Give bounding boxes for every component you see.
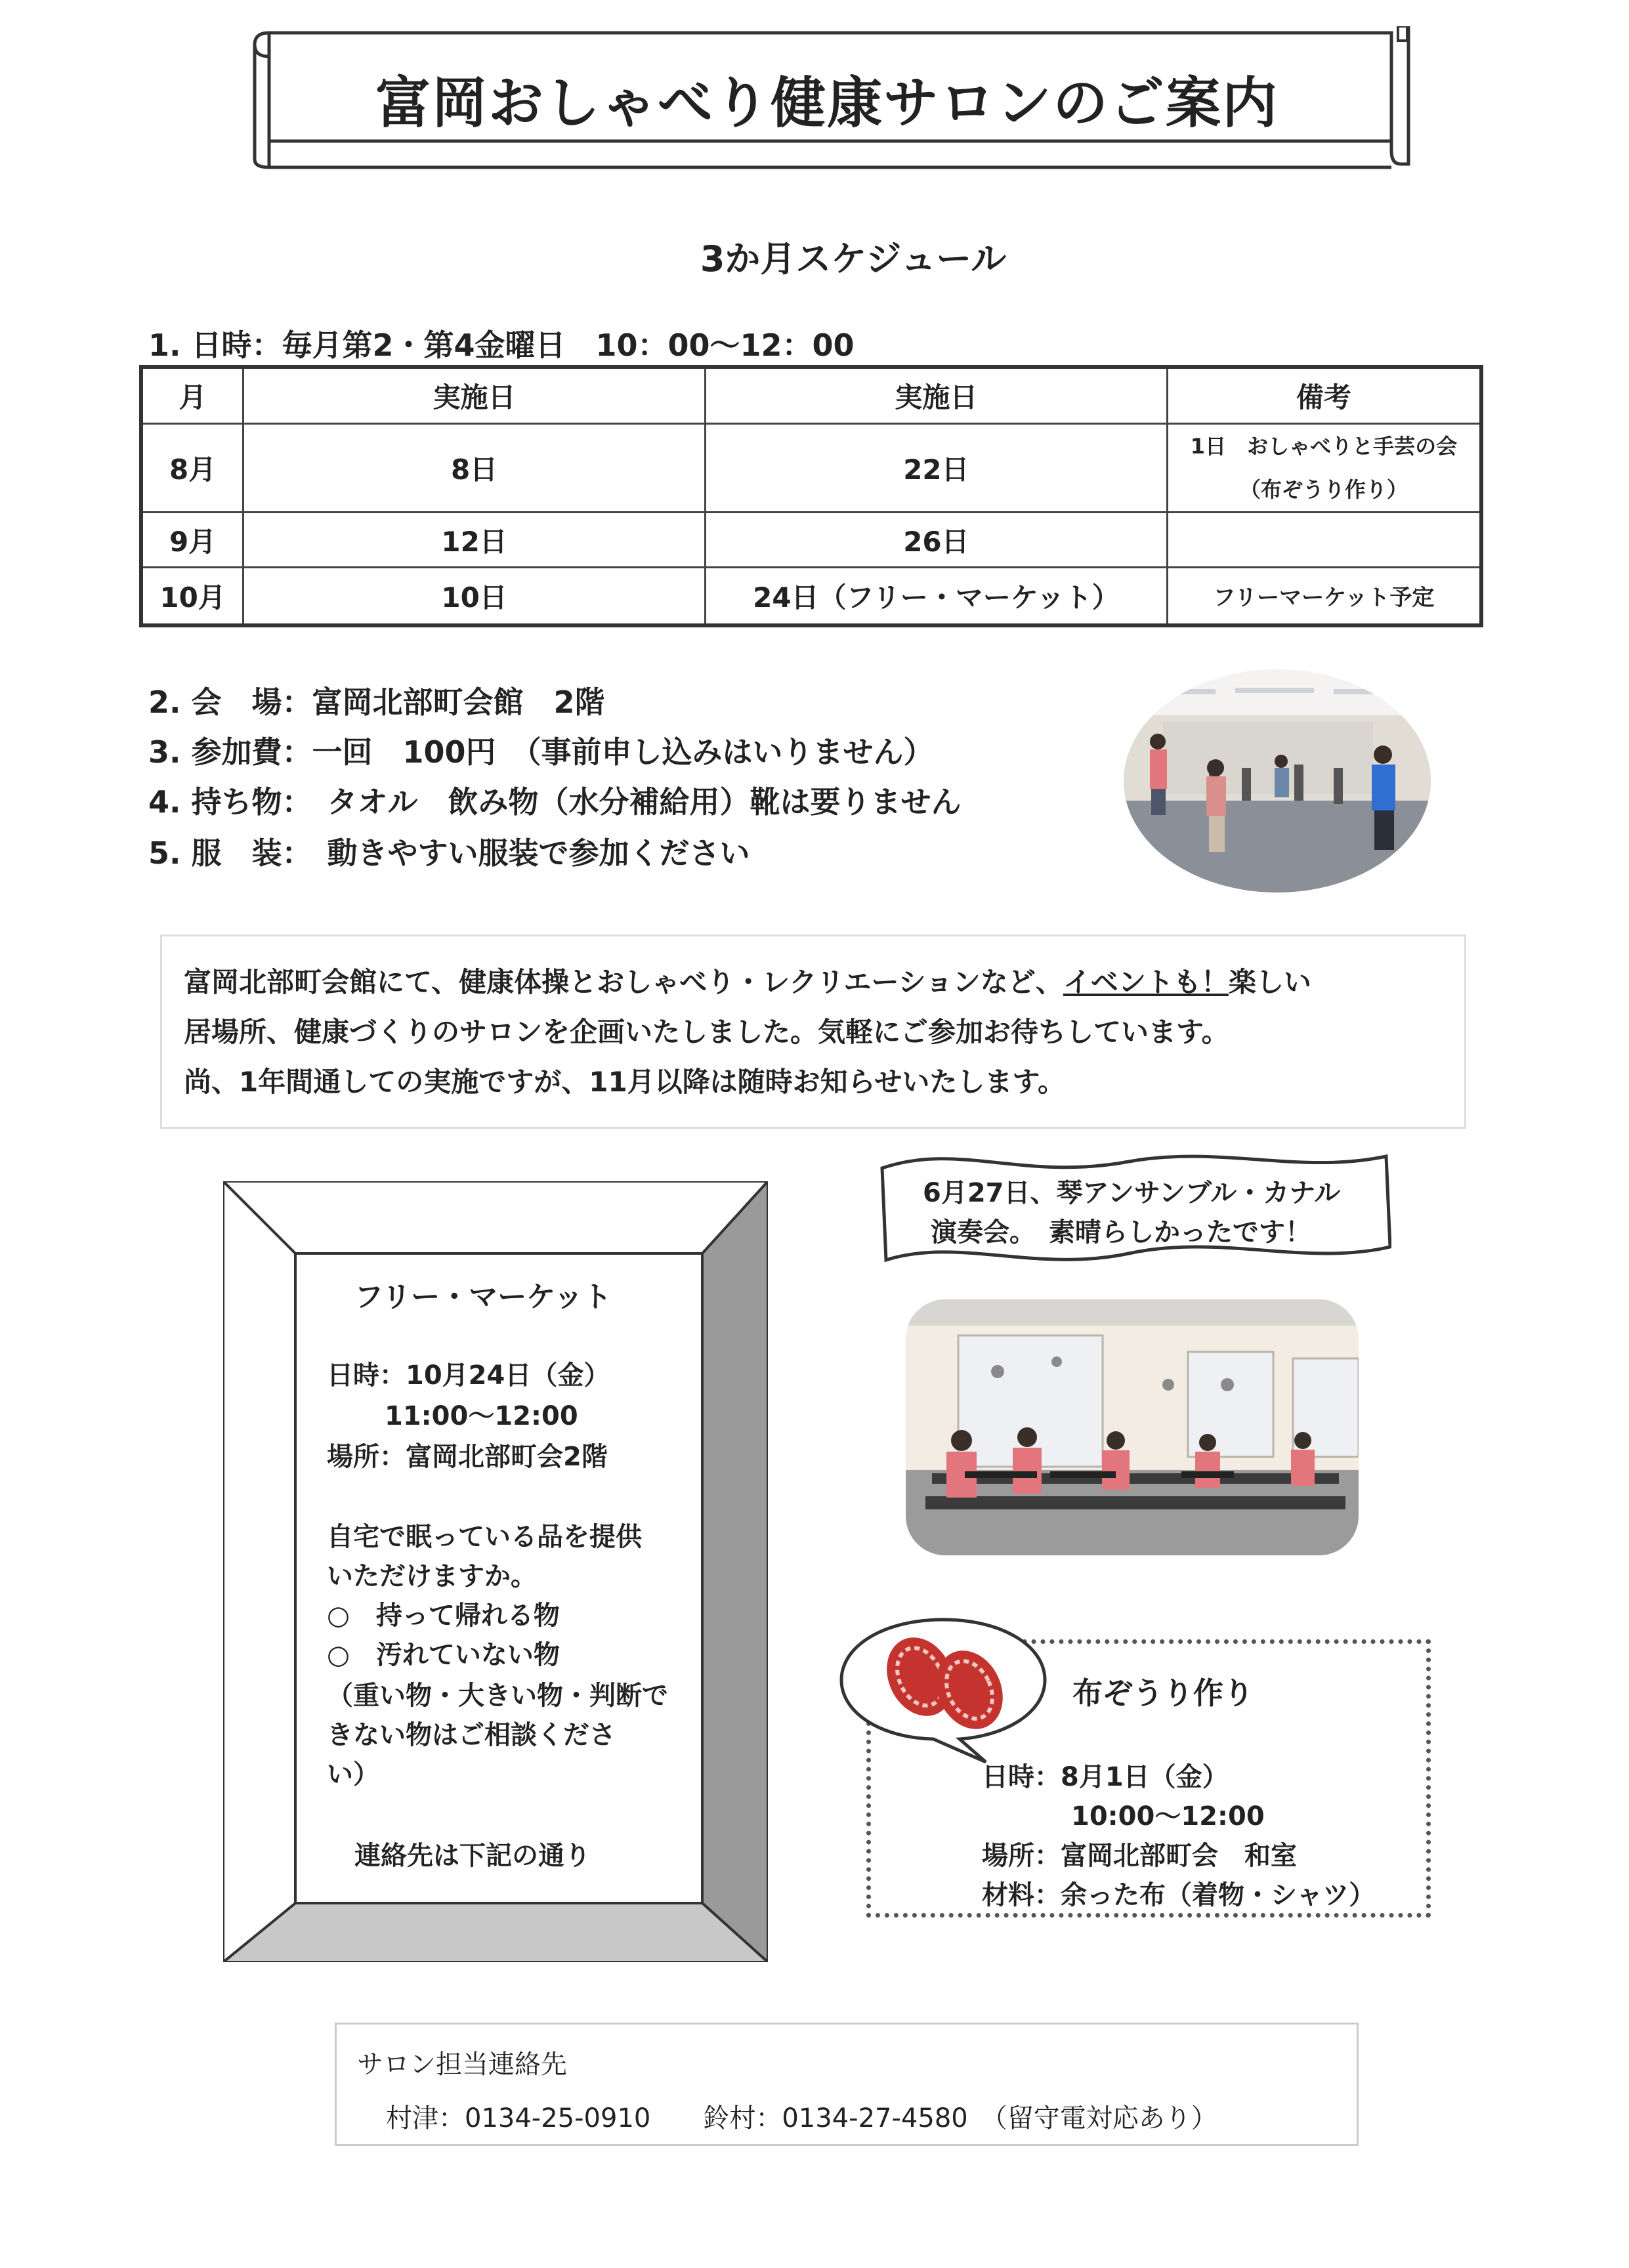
cell-note: フリーマーケット予定: [1167, 568, 1481, 625]
banner-line-1: 6月27日、琴アンサンブル・カナル: [923, 1178, 1341, 1208]
contact-phones: 村津：0134-25-0910 鈴村：0134-27-4580 （留守電対応あり）: [386, 2103, 1217, 2133]
flea-ask-1: 自宅で眠っている品を提供: [327, 1522, 642, 1552]
item-belongings: 4. 持ち物： タオル 飲み物（水分補給用）靴は要りません: [148, 784, 962, 820]
contact-heading: サロン担当連絡先: [357, 2049, 567, 2080]
cell-date1: 8日: [243, 424, 706, 513]
cell-date2: 22日: [705, 424, 1167, 513]
flea-note-1: （重い物・大きい物・判断で: [327, 1681, 668, 1711]
flea-date: 日時：10月24日（金）: [327, 1360, 610, 1391]
flea-note-3: い）: [327, 1759, 379, 1790]
exercise-class-photo: [1124, 669, 1431, 892]
schedule-table: [139, 365, 1483, 627]
cell-date2: 26日: [705, 513, 1167, 568]
header-notes: 備考: [1167, 367, 1481, 424]
zori-heading: 布ぞうり作り: [1072, 1675, 1254, 1711]
info-line-1-start: 富岡北部町会館にて、健康体操とおしゃべり・レクリエーションなど、: [184, 966, 1063, 998]
banner-line-2: 演奏会。 素晴らしかったです！: [931, 1217, 1311, 1248]
cell-month: 10月: [141, 568, 243, 625]
cell-month: 9月: [141, 513, 243, 568]
flea-note-2: きない物はご相談くださ: [327, 1720, 616, 1750]
note-line: （布ぞうり作り）: [1239, 477, 1408, 502]
flea-ask-2: いただけますか。: [327, 1561, 537, 1591]
info-line-2: 居場所、健康づくりのサロンを企画いたしました。気軽にご参加お待ちしています。: [184, 1016, 1229, 1048]
cell-month: 8月: [141, 424, 243, 513]
page-title: 富岡おしゃべり健康サロンのご案内: [375, 71, 1279, 135]
item-clothing: 5. 服 装： 動きやすい服装で参加ください: [148, 835, 750, 871]
schedule-subtitle: 3か月スケジュール: [700, 238, 1007, 280]
info-line-1: [184, 961, 1311, 1000]
note-line: 1日 おしゃべりと手芸の会: [1190, 434, 1458, 459]
table-row: [141, 513, 1481, 568]
header-date2: 実施日: [705, 367, 1167, 424]
zori-date: 日時：8月1日（金）: [982, 1762, 1229, 1792]
item-datetime: 1. 日時：毎月第2・第4金曜日 10：00～12：00: [148, 327, 855, 363]
header-date1: 実施日: [243, 367, 706, 424]
flea-condition-1: ○ 持って帰れる物: [327, 1601, 560, 1631]
flea-place: 場所：富岡北部町会2階: [327, 1442, 608, 1472]
zori-material: 材料：余った布（着物・シャツ）: [982, 1880, 1376, 1910]
header-month: 月: [141, 367, 243, 424]
item-venue: 2. 会 場：富岡北部町会館 2階: [148, 684, 605, 720]
flea-heading: フリー・マーケット: [354, 1280, 612, 1314]
cell-note: [1167, 513, 1481, 568]
info-emphasis: イベントも！: [1063, 966, 1229, 998]
table-row: [141, 424, 1481, 513]
cell-date1: 12日: [243, 513, 706, 568]
zori-speech-bubble: [835, 1614, 1051, 1765]
table-row: [141, 568, 1481, 625]
zori-place: 場所：富岡北部町会 和室: [982, 1841, 1297, 1871]
info-line-1-end: 楽しい: [1228, 966, 1311, 998]
flea-contact-note: 連絡先は下記の通り: [354, 1841, 591, 1871]
flea-time: 11:00～12:00: [385, 1401, 578, 1431]
info-line-3: 尚、1年間通しての実施ですが、11月以降は随時お知らせいたします。: [184, 1066, 1066, 1098]
koto-concert-photo: [906, 1299, 1359, 1555]
cell-date2: 24日（フリー・マーケット）: [705, 568, 1167, 625]
flea-condition-2: ○ 汚れていない物: [327, 1640, 560, 1670]
zori-time: 10:00～12:00: [1071, 1801, 1265, 1832]
item-fee: 3. 参加費：一回 100円 （事前申し込みはいりません）: [148, 734, 934, 770]
cell-note: [1167, 424, 1481, 513]
cell-date1: 10日: [243, 568, 706, 625]
table-header-row: [141, 367, 1481, 424]
